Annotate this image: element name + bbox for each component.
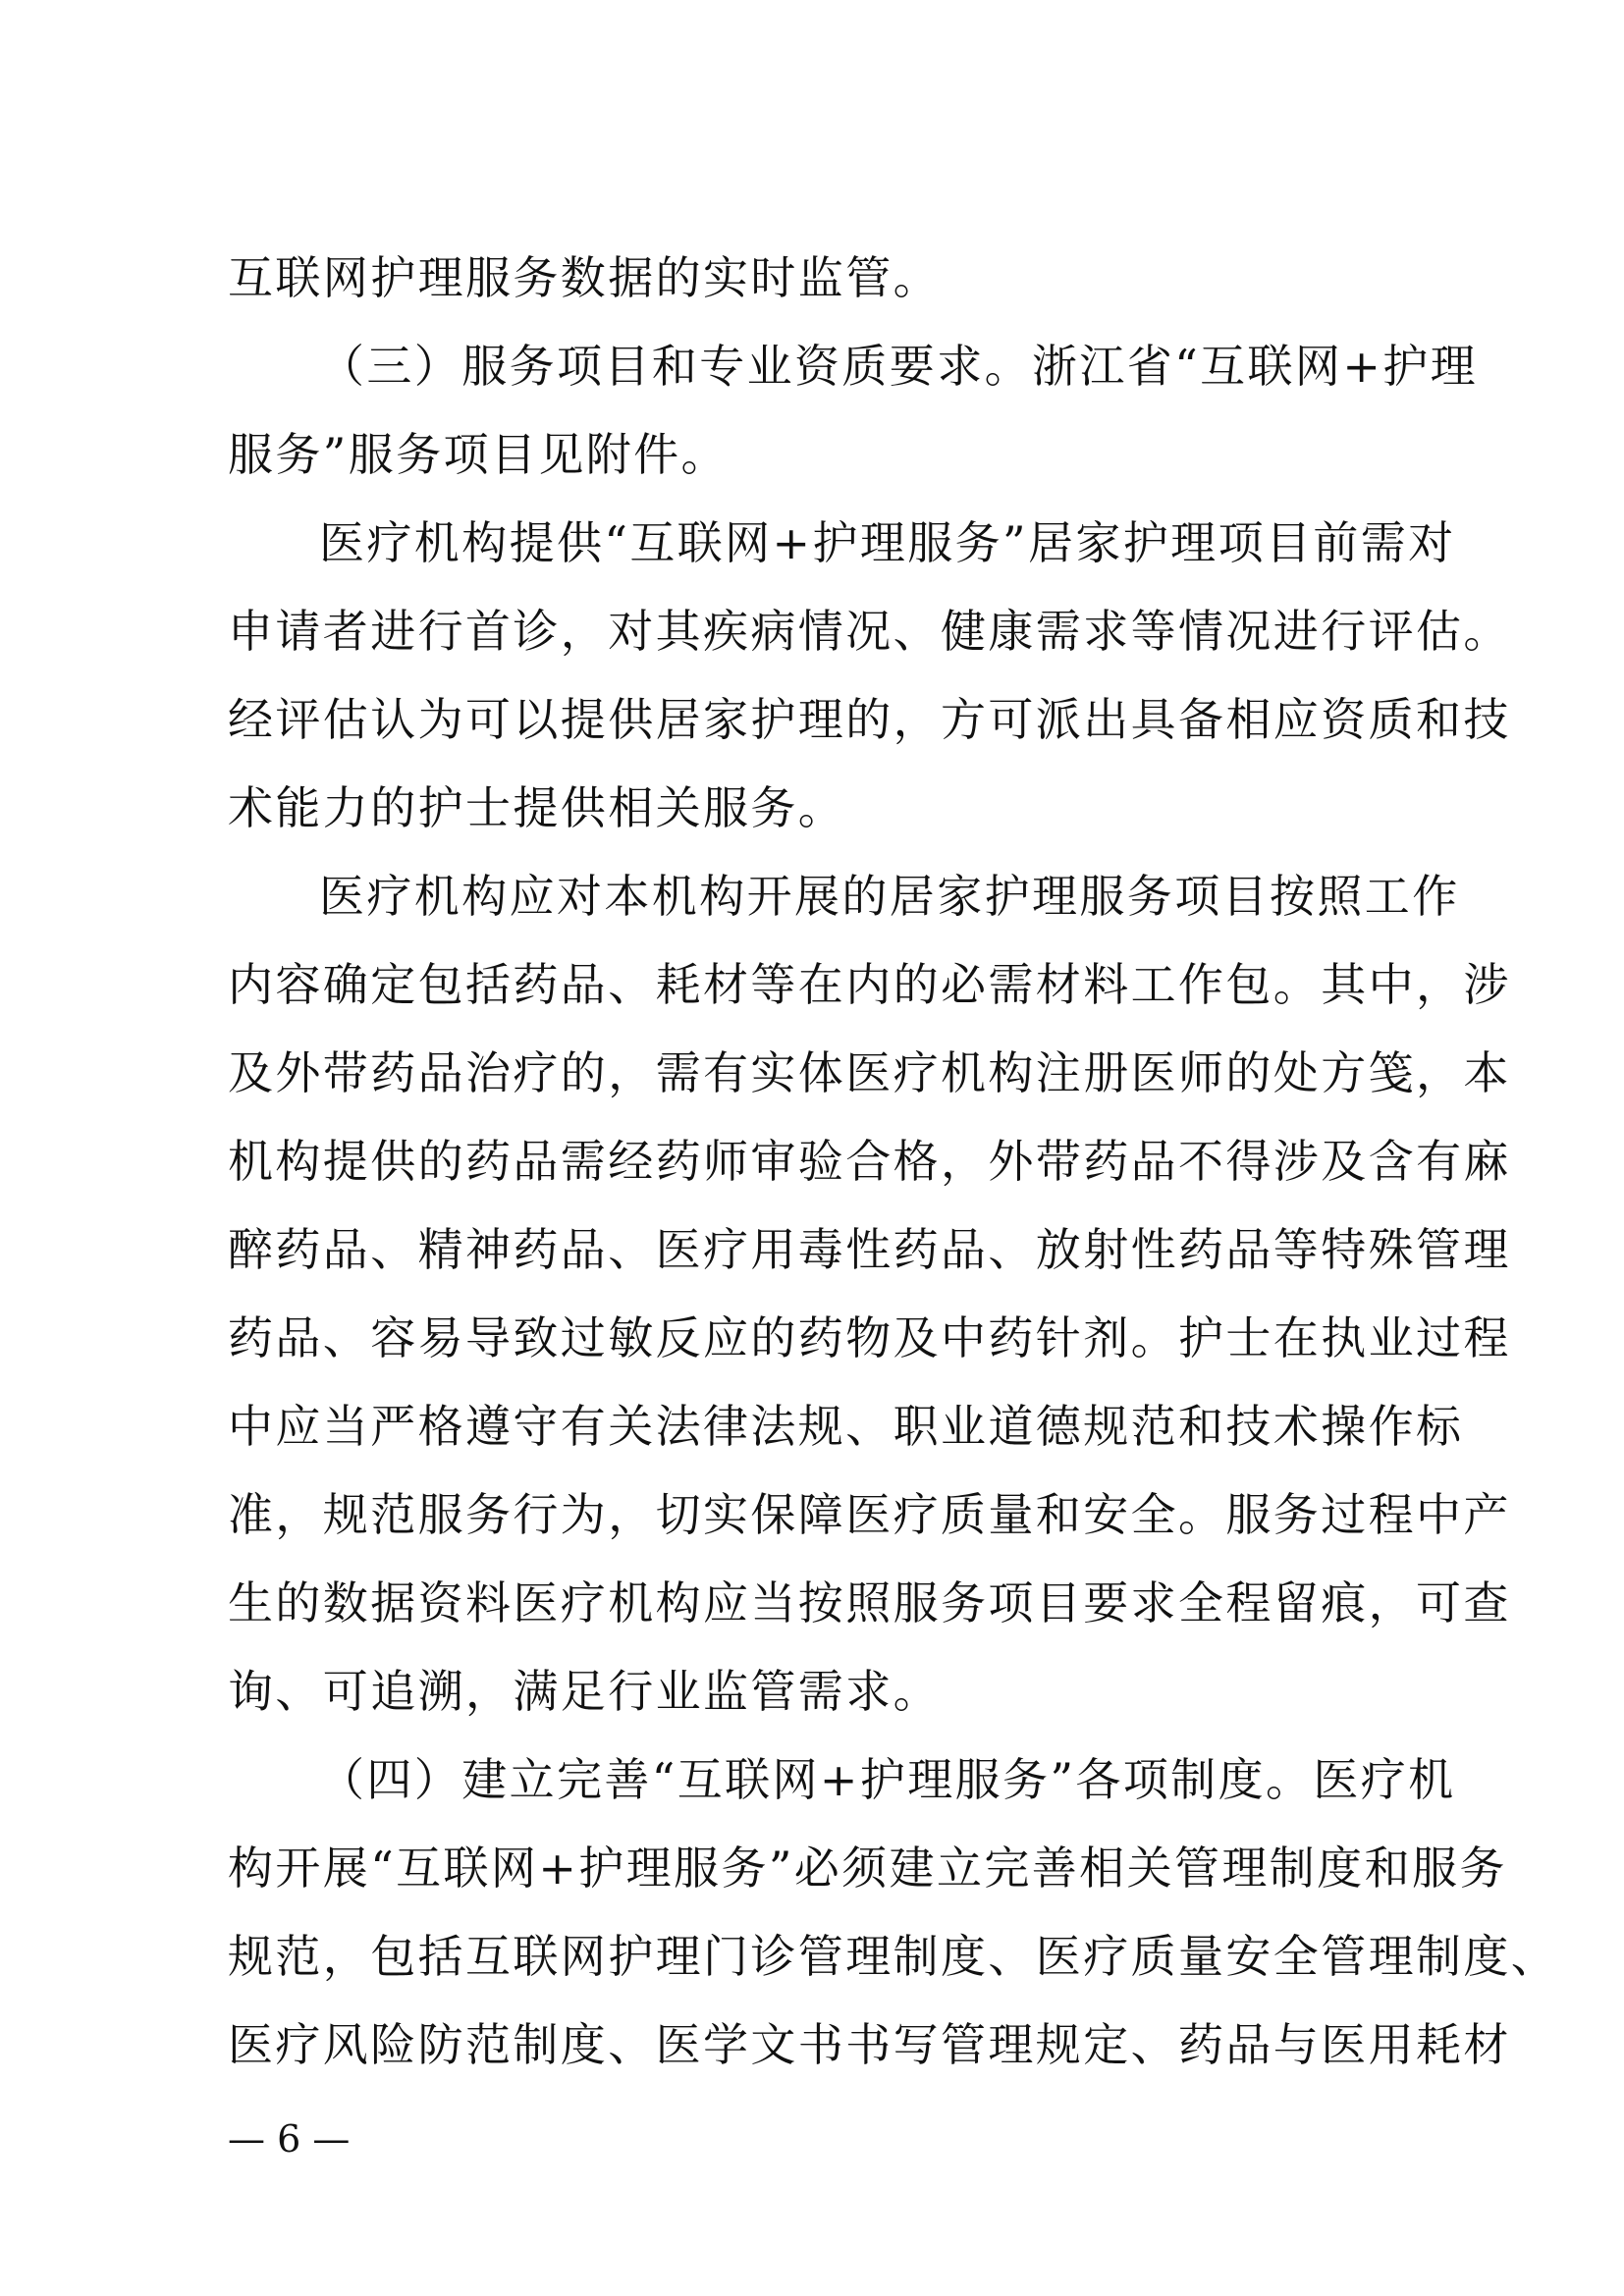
text-line-21: 医疗风险防范制度、医学文书书写管理规定、药品与医用耗材 [228,2018,1511,2071]
text-line-6: 经评估认为可以提供居家护理的，方可派出具备相应资质和技 [228,693,1511,746]
text-line-7: 术能力的护士提供相关服务。 [228,781,846,834]
text-line-20: 规范，包括互联网护理门诊管理制度、医疗质量安全管理制度、 [228,1930,1559,1983]
text-line-13: 药品、容易导致过敏反应的药物及中药针剂。护士在执业过程 [228,1311,1511,1364]
text-line-12: 醉药品、精神药品、医疗用毒性药品、放射性药品等特殊管理 [228,1223,1511,1276]
text-line-16: 生的数据资料医疗机构应当按照服务项目要求全程留痕，可查 [228,1576,1511,1629]
text-line-8: 医疗机构应对本机构开展的居家护理服务项目按照工作 [319,870,1460,923]
text-line-3: 服务”服务项目见附件。 [228,428,729,481]
text-line-11: 机构提供的药品需经药师审验合格，外带药品不得涉及含有麻 [228,1135,1511,1188]
text-line-19: 构开展“互联网+护理服务”必须建立完善相关管理制度和服务 [228,1842,1507,1895]
text-line-2: （三）服务项目和专业资质要求。浙江省“互联网+护理 [319,340,1479,393]
text-line-18: （四）建立完善“互联网+护理服务”各项制度。医疗机 [319,1753,1456,1806]
text-line-1: 互联网护理服务数据的实时监管。 [228,251,941,304]
text-line-5: 申请者进行首诊，对其疾病情况、健康需求等情况进行评估。 [228,605,1511,658]
text-line-17: 询、可追溯，满足行业监管需求。 [228,1665,941,1718]
text-line-4: 医疗机构提供“互联网+护理服务”居家护理项目前需对 [319,516,1456,569]
text-line-10: 及外带药品治疗的，需有实体医疗机构注册医师的处方笺，本 [228,1046,1511,1099]
text-line-14: 中应当严格遵守有关法律法规、职业道德规范和技术操作标 [228,1400,1464,1453]
text-line-9: 内容确定包括药品、耗材等在内的必需材料工作包。其中，涉 [228,958,1511,1011]
page-number: — 6 — [228,2117,351,2161]
text-line-15: 准，规范服务行为，切实保障医疗质量和安全。服务过程中产 [228,1488,1511,1541]
